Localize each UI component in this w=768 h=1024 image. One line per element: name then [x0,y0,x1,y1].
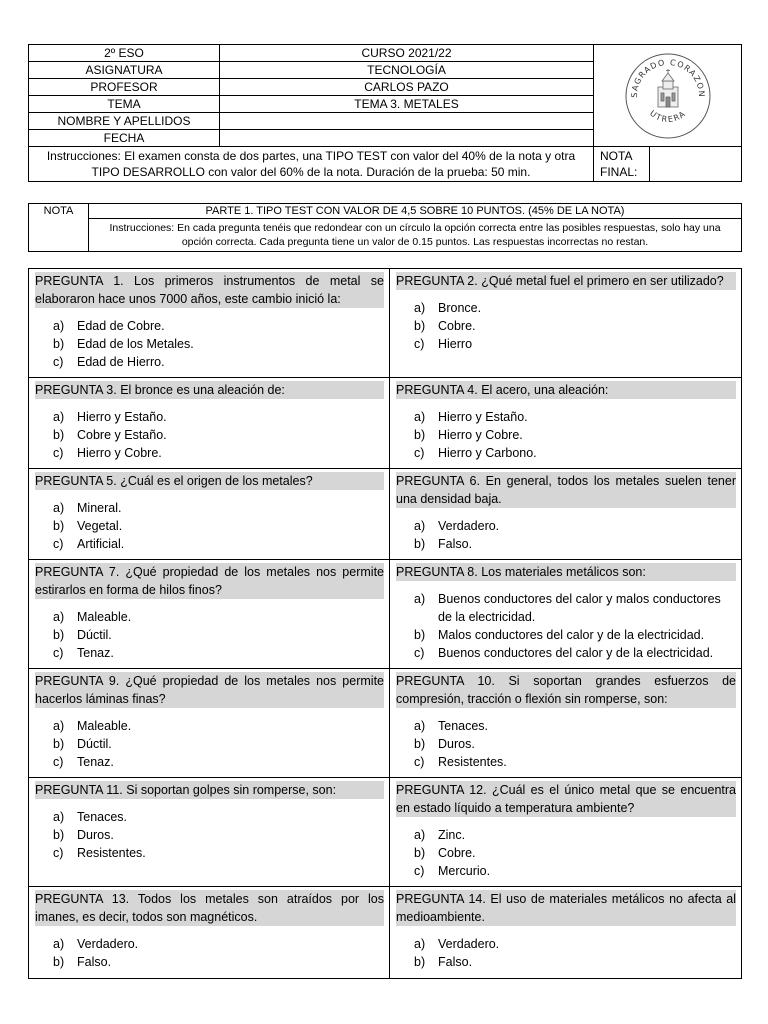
question-14-option-b[interactable]: b) Falso. [414,955,473,969]
question-9-option-a[interactable]: a) Maleable. [53,719,132,733]
question-2-option-b[interactable]: b) Cobre. [414,319,476,333]
question-1-title: PREGUNTA 1. Los primeros instrumentos de metal se elaboraron hace unos 7000 años, este cambio inició la: [35,274,384,306]
question-7-option-c[interactable]: c) Tenaz. [53,646,114,660]
question-cell [29,887,390,979]
question-cell [390,887,742,979]
question-cell [29,669,390,778]
question-5-option-b[interactable]: b) Vegetal. [53,519,123,533]
logo-text-bottom: UTRERA [647,108,688,124]
subject-label: ASIGNATURA [29,62,220,79]
question-cell [390,669,742,778]
question-4-option-a[interactable]: a) Hierro y Estaño. [414,410,528,424]
teacher-value: CARLOS PAZO [220,79,594,96]
question-7-option-b[interactable]: b) Dúctil. [53,628,112,642]
question-14-option-a[interactable]: a) Verdadero. [414,937,500,951]
question-12-title: PREGUNTA 12. ¿Cuál es el único metal que se encuentra en estado líquido a temperatura ambiente? [396,783,736,815]
question-11-title: PREGUNTA 11. Si soportan golpes sin romperse, son: [35,781,384,799]
teacher-label: PROFESOR [29,79,220,96]
question-10-title: PREGUNTA 10. Si soportan grandes esfuerzos de compresión, tracción o flexión sin romperse, son: [396,674,736,706]
question-12-option-b[interactable]: b) Cobre. [414,846,476,860]
question-10-option-b[interactable]: b) Duros. [414,737,475,751]
question-4-option-c[interactable]: c) Hierro y Carbono. [414,446,537,460]
question-7-title: PREGUNTA 7. ¿Qué propiedad de los metales nos permite estirarlos en forma de hilos finos? [35,565,384,597]
question-13-title: PREGUNTA 13. Todos los metales son atraídos por los imanes, es decir, todos son magnéticos. [35,892,384,924]
part1-title: PARTE 1. TIPO TEST CON VALOR DE 4,5 SOBRE 10 PUNTOS. (45% DE LA NOTA) [89,204,742,219]
question-5-option-a[interactable]: a) Mineral. [53,501,122,515]
question-12-option-c[interactable]: c) Mercurio. [414,864,491,878]
question-cell [390,469,742,560]
question-8-option-c[interactable]: c) Buenos conductores del calor y de la electricidad. [414,646,714,660]
question-9-title: PREGUNTA 9. ¿Qué propiedad de los metales nos permite hacerlos láminas finas? [35,674,384,706]
school-logo-cell [594,45,742,147]
date-label: FECHA [29,130,220,147]
question-6-option-a[interactable]: a) Verdadero. [414,519,500,533]
question-13-option-b[interactable]: b) Falso. [53,955,112,969]
final-grade-label-line2: FINAL: [600,165,638,179]
svg-text:UTRERA [648,108,688,123]
final-grade-label-line1: NOTA [600,149,633,163]
question-11-option-b[interactable]: b) Duros. [53,828,114,842]
final-grade-field[interactable] [650,147,742,182]
question-9-option-b[interactable]: b) Dúctil. [53,737,112,751]
question-cell [390,269,742,378]
question-cell [390,560,742,669]
question-cell [390,378,742,469]
question-cell [29,778,390,887]
question-1-option-a[interactable]: a) Edad de Cobre. [53,319,165,333]
question-3-option-a[interactable]: a) Hierro y Estaño. [53,410,167,424]
questions-table [28,268,742,979]
exam-instructions: Instrucciones: El examen consta de dos partes, una TIPO TEST con valor del 40% de la nota y otra TIPO DESARROLLO con valor del 60% de la nota. Duración de la prueba: 50 min. [29,147,594,182]
question-12-option-a[interactable]: a) Zinc. [414,828,466,842]
question-5-title: PREGUNTA 5. ¿Cuál es el origen de los metales? [35,472,384,490]
topic-label: TEMA [29,96,220,113]
question-4-option-b[interactable]: b) Hierro y Cobre. [414,428,523,442]
question-cell [29,269,390,378]
question-10-option-a[interactable]: a) Tenaces. [414,719,489,733]
part1-grade-label: NOTA [29,204,89,252]
school-seal-logo [623,51,713,141]
final-grade-label [594,147,650,182]
question-14-title: PREGUNTA 14. El uso de materiales metálicos no afecta al medioambiente. [396,892,736,924]
question-11-option-a[interactable]: a) Tenaces. [53,810,128,824]
question-cell [390,778,742,887]
question-7-option-a[interactable]: a) Maleable. [53,610,132,624]
question-2-title: PREGUNTA 2. ¿Qué metal fuel el primero en ser utilizado? [396,272,736,290]
topic-value: TEMA 3. METALES [220,96,594,113]
name-label: NOMBRE Y APELLIDOS [29,113,220,130]
exam-header-table [28,44,742,182]
course-year-cell: CURSO 2021/22 [220,45,594,62]
question-4-title: PREGUNTA 4. El acero, una aleación: [396,381,736,399]
question-3-title: PREGUNTA 3. El bronce es una aleación de: [35,381,384,399]
question-cell [29,560,390,669]
question-cell [29,378,390,469]
question-cell [29,469,390,560]
course-level-cell: 2º ESO [29,45,220,62]
question-10-option-c[interactable]: c) Resistentes. [414,755,507,769]
logo-text-top: SAGRADO CORAZON [629,57,706,98]
question-9-option-c[interactable]: c) Tenaz. [53,755,114,769]
part1-header-table [28,203,742,252]
subject-value: TECNOLOGÍA [220,62,594,79]
name-field[interactable] [220,113,594,130]
question-13-option-a[interactable]: a) Verdadero. [53,937,139,951]
question-11-option-c[interactable]: c) Resistentes. [53,846,146,860]
question-6-option-b[interactable]: b) Falso. [414,537,473,551]
question-2-option-a[interactable]: a) Bronce. [414,301,482,315]
question-8-option-a[interactable]: a) Buenos conductores del calor y malos conductores de la electricidad. [414,592,721,624]
question-6-title: PREGUNTA 6. En general, todos los metales suelen tener una densidad baja. [396,474,736,506]
question-1-option-c[interactable]: c) Edad de Hierro. [53,355,165,369]
question-5-option-c[interactable]: c) Artificial. [53,537,125,551]
question-3-option-c[interactable]: c) Hierro y Cobre. [53,446,162,460]
question-8-title: PREGUNTA 8. Los materiales metálicos son: [396,563,736,581]
question-8-option-b[interactable]: b) Malos conductores del calor y de la electricidad. [414,628,705,642]
question-2-option-c[interactable]: c) Hierro [414,337,473,351]
question-3-option-b[interactable]: b) Cobre y Estaño. [53,428,167,442]
part1-instructions: Instrucciones: En cada pregunta tenéis que redondear con un círculo la opción correcta entre las posibles respuestas, solo hay una opción correcta. Cada pregunta tiene un valor de 0.15 puntos. Las respuestas incorrectas no restan. [89,219,742,252]
date-field[interactable] [220,130,594,147]
question-1-option-b[interactable]: b) Edad de los Metales. [53,337,194,351]
